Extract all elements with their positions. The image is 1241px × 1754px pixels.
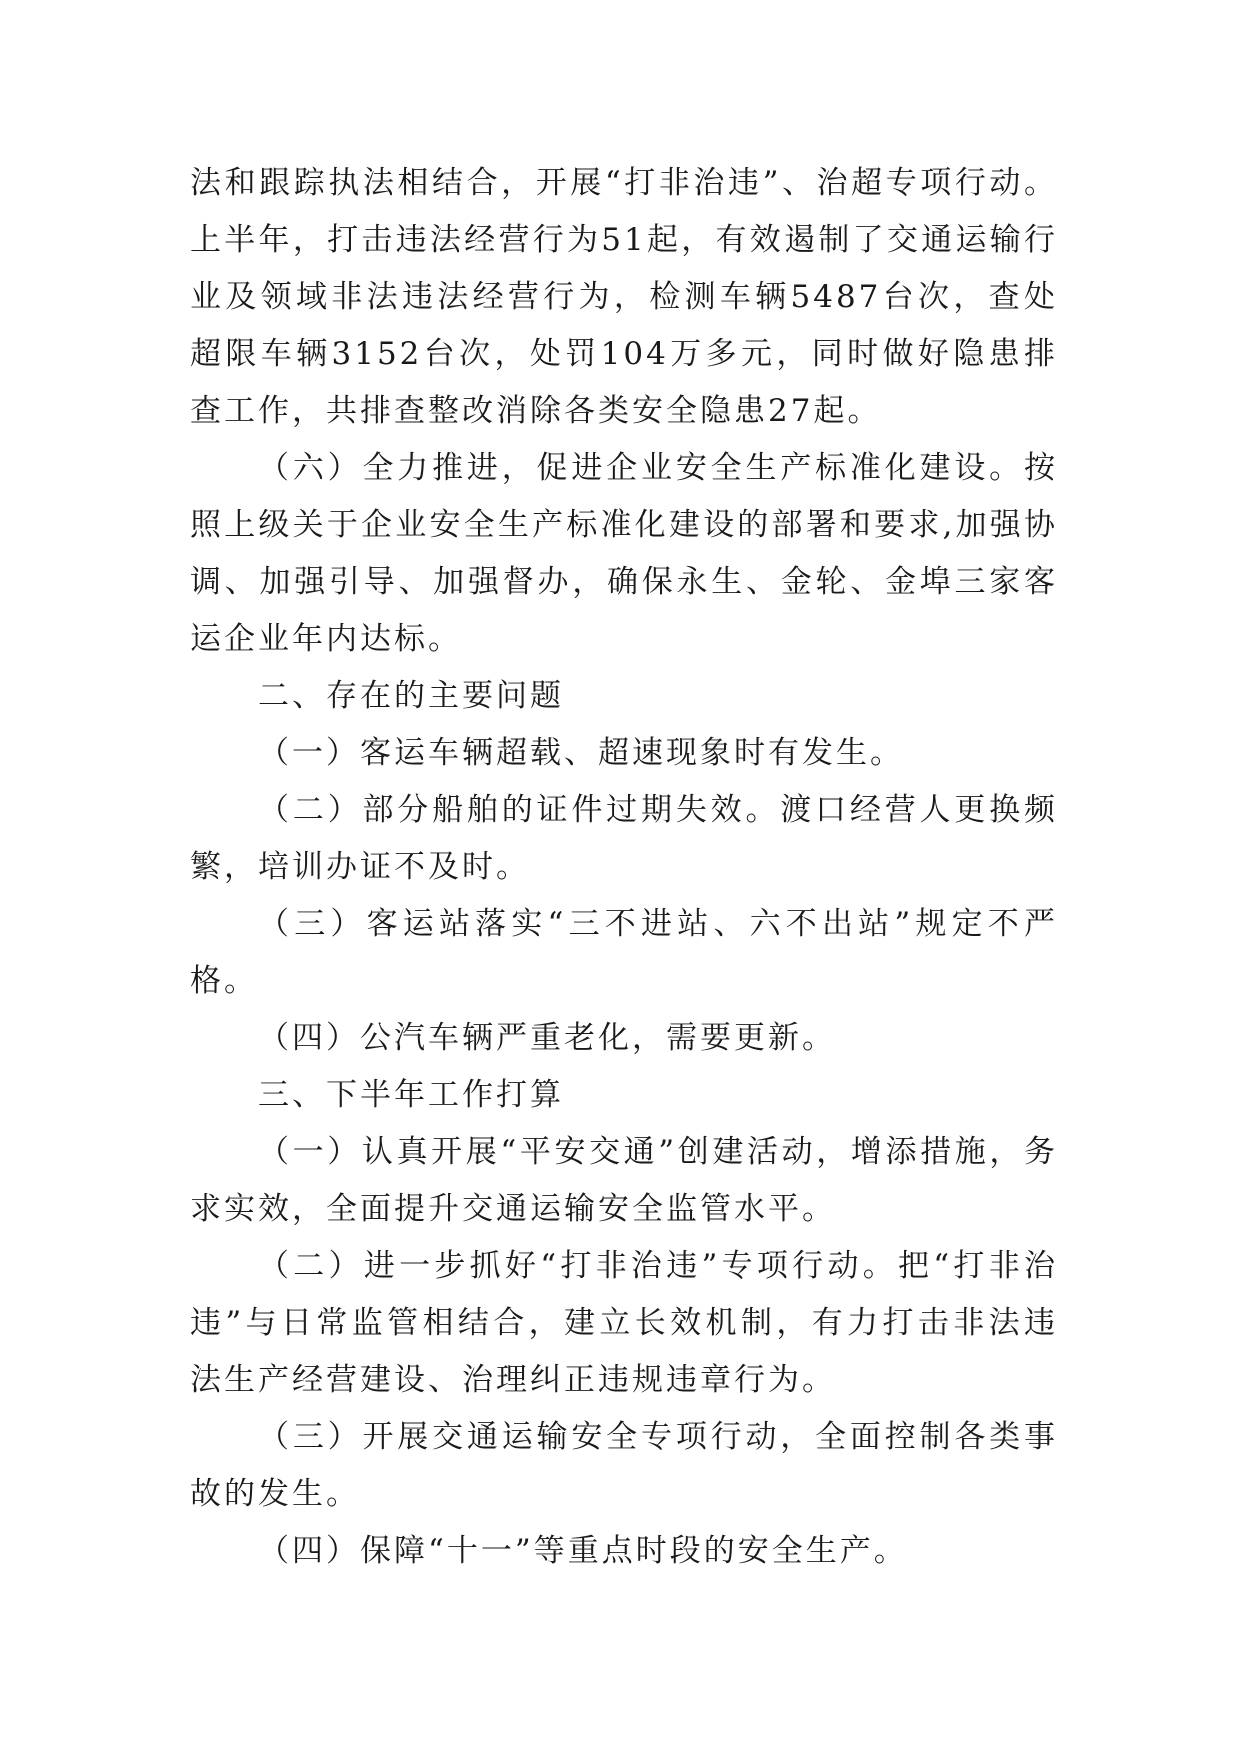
plan-item-2: （二）进一步抓好“打非治违”专项行动。把“打非治违”与日常监管相结合，建立长效机制，有力打击非法违法生产经营建设、治理纠正违规违章行为。 — [190, 1248, 1058, 1398]
paragraph-enforcement-results: 法和跟踪执法相结合，开展“打非治违”、治超专项行动。上半年，打击违法经营行为51起，有效遏制了交通运输行业及领域非法违法经营行为，检测车辆5487台次，查处超限车辆3152台次，处罚104万多元，同时做好隐患排查工作，共排查整改消除各类安全隐患27起。 — [190, 165, 1058, 429]
problem-item-3: （三）客运站落实“三不进站、六不出站”规定不严格。 — [190, 906, 1058, 999]
problem-item-4: （四）公汽车辆严重老化，需要更新。 — [258, 1020, 836, 1056]
section-heading-problems: 二、存在的主要问题 — [258, 678, 564, 714]
plan-item-4: （四）保障“十一”等重点时段的安全生产。 — [258, 1533, 908, 1569]
paragraph-standardization: （六）全力推进，促进企业安全生产标准化建设。按照上级关于企业安全生产标准化建设的部署和要求,加强协调、加强引导、加强督办，确保永生、金轮、金埠三家客运企业年内达标。 — [190, 450, 1058, 657]
document-body — [190, 155, 1058, 1580]
problem-item-2: （二）部分船舶的证件过期失效。渡口经营人更换频繁，培训办证不及时。 — [190, 792, 1058, 885]
plan-item-1: （一）认真开展“平安交通”创建活动，增添措施，务求实效，全面提升交通运输安全监管水平。 — [190, 1134, 1058, 1227]
section-heading-plans: 三、下半年工作打算 — [258, 1077, 564, 1113]
plan-item-3: （三）开展交通运输安全专项行动，全面控制各类事故的发生。 — [190, 1419, 1058, 1512]
problem-item-1: （一）客运车辆超载、超速现象时有发生。 — [258, 735, 904, 771]
